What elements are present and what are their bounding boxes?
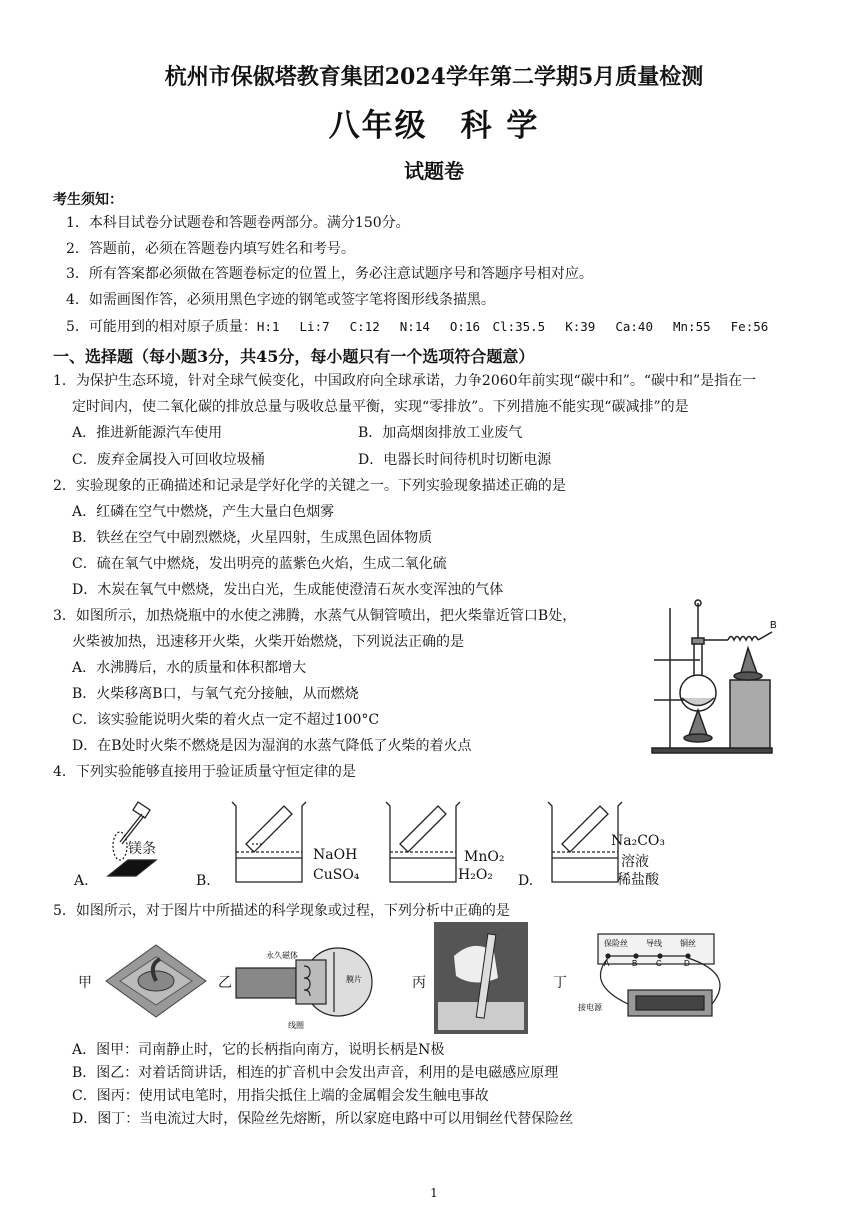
q5-yi-label-diaphragm: 膜片 [346,975,362,984]
q4-c-label-h2o2: H₂O₂ [458,867,493,883]
q3-option-b: B．火柴移离B口，与氧气充分接触，从而燃烧 [72,686,359,702]
q1-option-d: D．电器长时间待机时切断电源 [358,452,552,468]
q5-stem: 5．如图所示，对于图片中所描述的科学现象或过程，下列分析中正确的是 [53,903,510,919]
q5-ding-label-power: 接电源 [578,1003,602,1012]
q1-option-b: B．加高烟囱排放工业废气 [358,425,523,441]
q5-figure-bing-test-pen [434,922,528,1034]
q5-ding-point-a: A [604,959,610,968]
q4-stem: 4．下列实验能够直接用于验证质量守恒定律的是 [53,764,356,780]
q5-fig-ding-label: 丁 [553,975,567,991]
q5-ding-point-c: C [656,959,662,968]
q4-b-label-cuso4: CuSO₄ [313,867,360,883]
notice-heading: 考生须知： [53,192,123,208]
paper-type: 试题卷 [404,159,464,183]
grade-subject: 八年级 科 学 [328,108,540,144]
q2-option-d: D．木炭在氧气中燃烧，发出白光，生成能使澄清石灰水变浑浊的气体 [72,582,504,598]
q1-stem-line1: 1．为保护生态环境，针对全球气候变化，中国政府向全球承诺，力争2060年前实现“碳中和”。“碳中和”是指在一 [53,373,757,389]
notice-item-4: 4．如需画图作答，必须用黑色字迹的钢笔或签字笔将图形线条描黑。 [66,292,495,308]
q4-c-label-mno2: MnO₂ [464,849,505,865]
q3-apparatus-figure [650,598,780,758]
q4-a-label: 镁条 [128,841,156,857]
q5-option-d: D．图丁：当电流过大时，保险丝先熔断，所以家庭电路中可以用铜丝代替保险丝 [72,1111,574,1127]
q5-option-a: A．图甲：司南静止时，它的长柄指向南方，说明长柄是N极 [72,1042,445,1058]
q4-figure-c [380,796,470,888]
q5-ding-label-copper: 铜丝 [680,939,696,948]
q3-option-a: A．水沸腾后，水的质量和体积都增大 [72,660,307,676]
q5-ding-label-wire: 导线 [646,939,662,948]
q1-option-a: A．推进新能源汽车使用 [72,425,223,441]
q3-figure-label-b: B [770,620,777,631]
q4-d-label-na2co3: Na₂CO₃ [611,833,666,849]
q5-figure-ding-fuse-circuit [576,924,742,1030]
q5-figure-yi-microphone [234,942,384,1030]
q4-b-label-naoh: NaOH [313,847,358,863]
q2-option-a: A．红磷在空气中燃烧，产生大量白色烟雾 [72,504,335,520]
q3-stem-line2: 火柴被加热，迅速移开火柴，火柴开始燃烧，下列说法正确的是 [72,634,464,650]
q1-stem-line2: 定时间内，使二氧化碳的排放总量与吸收总量平衡，实现“零排放”。下列措施不能实现“碳减排”的是 [72,399,689,415]
q5-yi-label-magnet: 永久磁体 [266,951,298,960]
q5-option-b: B．图乙：对着话筒讲话，相连的扩音机中会发出声音，利用的是电磁感应原理 [72,1065,559,1081]
notice-item-3: 3．所有答案都必须做在答题卷标定的位置上，务必注意试题序号和答题序号相对应。 [66,266,593,282]
notice-item-1: 1．本科目试卷分试题卷和答题卷两部分。满分150分。 [66,215,410,231]
q4-option-b: B. [196,873,211,889]
q3-stem-line1: 3．如图所示，加热烧瓶中的水使之沸腾，水蒸气从铜管喷出，把火柴靠近管口B处， [53,608,577,624]
q4-d-label-solution: 溶液 [621,854,649,870]
q2-stem: 2．实验现象的正确描述和记录是学好化学的关键之一。下列实验现象描述正确的是 [53,478,566,494]
q5-fig-jia-label: 甲 [78,975,92,991]
q5-fig-bing-label: 丙 [412,975,426,991]
page-number: 1 [430,1186,438,1200]
q5-ding-point-d: D [684,959,690,968]
q5-ding-label-fuse: 保险丝 [604,939,628,948]
q5-option-c: C．图丙：使用试电笔时，用指尖抵住上端的金属帽会发生触电事故 [72,1088,489,1104]
notice-item-2: 2．答题前，必须在答题卷内填写姓名和考号。 [66,241,355,257]
section-1-heading: 一、选择题（每小题3分，共45分，每小题只有一个选项符合题意） [53,347,535,366]
q2-option-b: B．铁丝在空气中剧烈燃烧，火星四射，生成黑色固体物质 [72,530,433,546]
q4-option-d: D. [518,873,534,889]
atomic-mass-prefix: 5．可能用到的相对原子质量： [66,319,257,335]
notice-item-5 [66,318,768,336]
q1-option-c: C．废弃金属投入可回收垃圾桶 [72,452,265,468]
q5-yi-label-coil: 线圈 [288,1021,304,1030]
q3-option-c: C．该实验能说明火柴的着火点一定不超过100°C [72,712,380,728]
q5-ding-point-b: B [632,959,638,968]
q4-figure-b [224,796,314,888]
q4-d-label-hcl: 稀盐酸 [617,872,659,888]
q5-figure-jia-sinan [100,935,212,1023]
q2-option-c: C．硫在氧气中燃烧，发出明亮的蓝紫色火焰，生成二氧化硫 [72,556,447,572]
q3-option-d: D．在B处时火柴不燃烧是因为湿润的水蒸气降低了火柴的着火点 [72,738,472,754]
q5-fig-yi-label: 乙 [218,975,232,991]
atomic-masses: H:1 Li:7 C:12 N:14 O:16 Cl:35.5 K:39 Ca:40 Mn:55 Fe:56 [256,319,769,334]
exam-title: 杭州市保俶塔教育集团2024学年第二学期5月质量检测 [164,64,704,90]
q4-option-a: A. [74,873,89,889]
